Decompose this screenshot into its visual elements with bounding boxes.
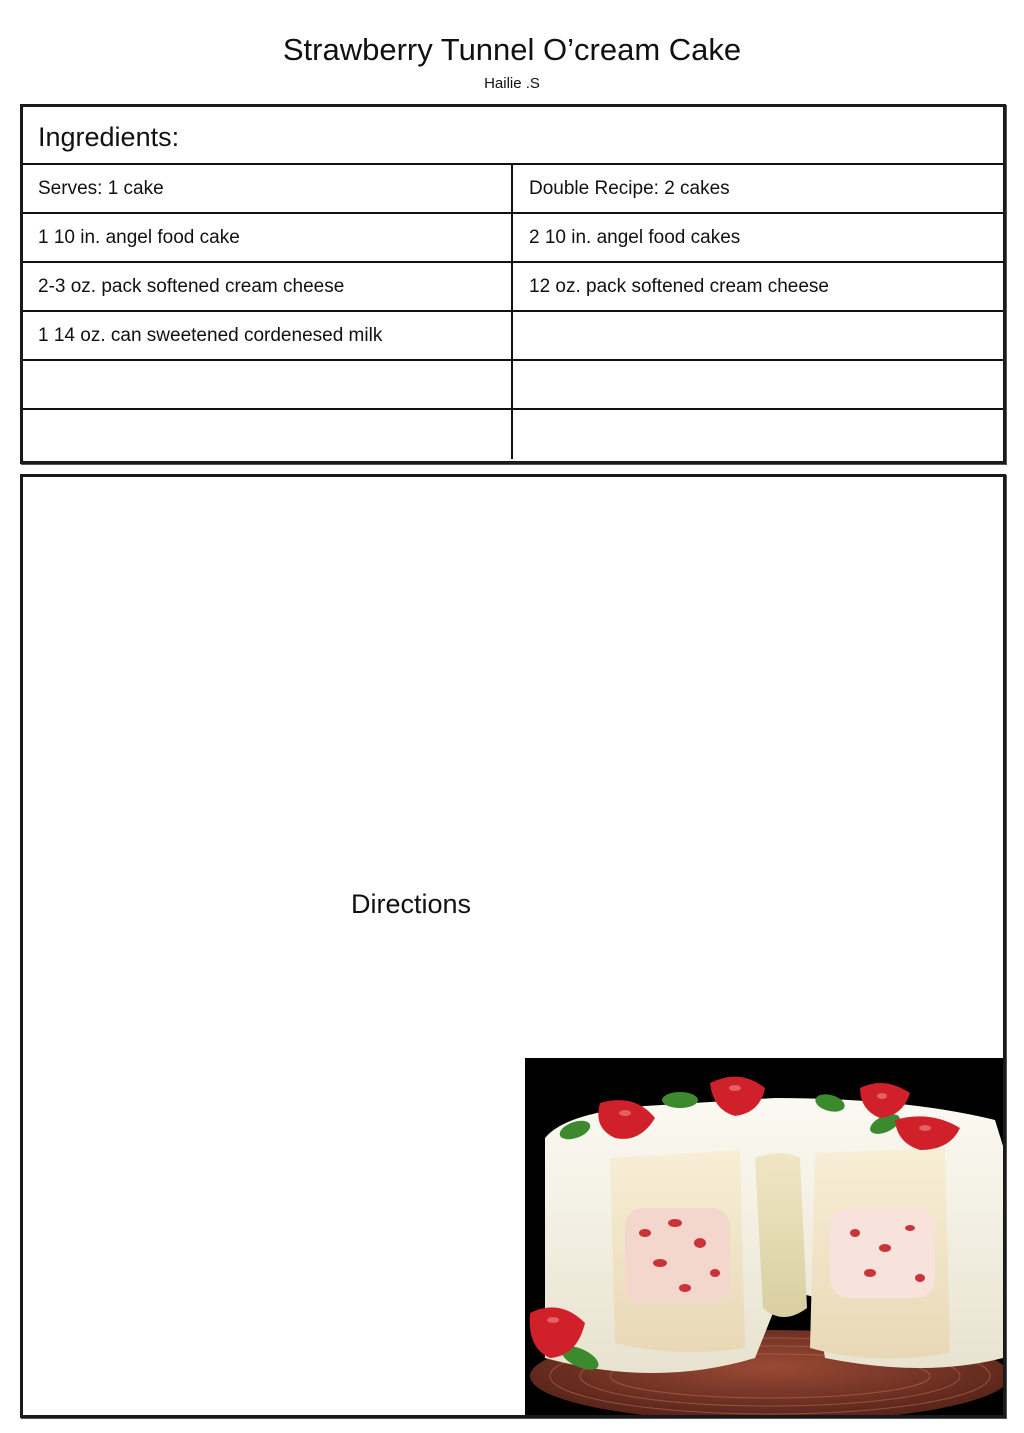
ingredient-single-cell: 2-3 oz. pack softened cream cheese [23,263,513,310]
ingredients-heading-row [23,107,1003,165]
ingredient-row [23,165,1003,214]
ingredients-table [20,104,1006,464]
ingredients-heading: Ingredients: [38,122,180,152]
directions-label: Directions [351,889,472,919]
ingredient-double-cell [513,361,1003,408]
ingredient-row [23,312,1003,361]
recipe-author: Hailie .S [484,75,540,92]
cake-photo [525,1058,1003,1415]
ingredient-row [23,214,1003,263]
ingredient-single-cell [23,410,513,459]
ingredient-double-cell [513,410,1003,459]
ingredient-double-cell: 12 oz. pack softened cream cheese [529,276,829,297]
ingredient-row [23,361,1003,410]
ingredient-row [23,263,1003,312]
ingredient-double-cell: 2 10 in. angel food cakes [529,227,741,248]
ingredient-double-cell [513,312,1003,359]
directions-box [20,474,1006,1418]
ingredient-single-cell: 1 14 oz. can sweetened cordenesed milk [23,312,513,359]
cake-illustration [525,1058,1003,1415]
ingredient-single-cell: 1 10 in. angel food cake [23,214,513,261]
recipe-title: Strawberry Tunnel O’cream Cake [282,32,742,67]
ingredient-row [23,410,1003,459]
ingredient-single-cell: Serves: 1 cake [23,165,513,212]
ingredient-single-cell [23,361,513,408]
ingredient-double-cell: Double Recipe: 2 cakes [529,178,730,199]
